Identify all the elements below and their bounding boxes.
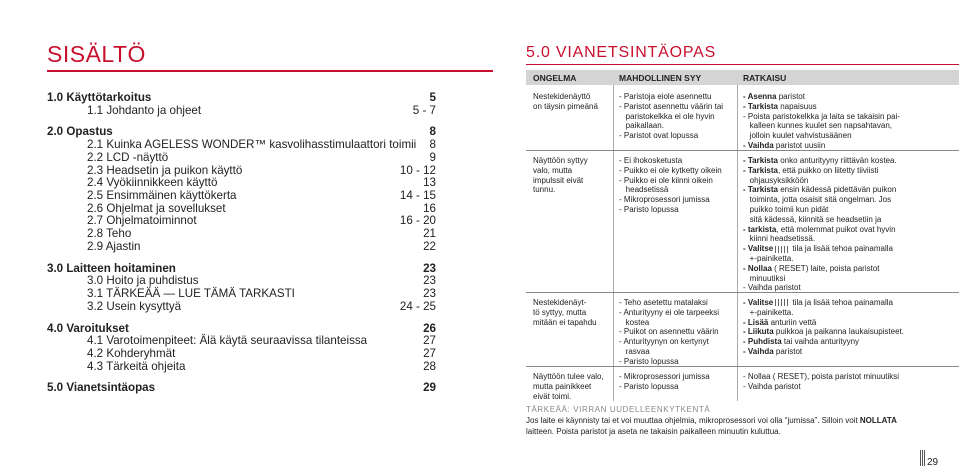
- toc-entry-page: 13: [423, 176, 436, 190]
- problem-cell: Nestekidenäyt- tö syttyy, mutta mitään ei tapahdu: [533, 298, 597, 327]
- cause-cell: - Ei ihokosketusta - Puikko ei ole kytketty oikein - Puikko ei ole kiinni oikein headsetissä - Mikroprosessori jumissa - Paristo lopussa: [619, 156, 722, 214]
- column-divider: [737, 85, 738, 401]
- solution-line: [743, 283, 959, 293]
- toc-entry-label: 2.0 Opastus: [47, 125, 113, 139]
- toc-entry-page: 23: [423, 287, 436, 301]
- solution-line: [743, 372, 959, 382]
- solution-cell: [743, 298, 959, 357]
- page-number: 29: [927, 457, 939, 468]
- solution-text: tai vaihda anturityyny: [781, 337, 860, 347]
- solution-line: [743, 185, 959, 224]
- toc-entry-page: 27: [423, 334, 436, 348]
- cause-cell: - Teho asetettu matalaksi - Anturityyny ei ole tarpeeksi kostea - Puikot on asennettu väärin - Anturityynyn on kertynyt rasvaa - Paristo lopussa: [619, 298, 720, 366]
- column-header-problem: ONGELMA: [533, 73, 577, 83]
- toc-entry: [47, 139, 436, 152]
- solution-text: tila ja lisää tehoa painamalla +-painiketta.: [749, 298, 893, 317]
- solution-line: [743, 264, 959, 284]
- toc-entry-page: 10 - 12: [399, 163, 436, 177]
- toc-entry-label: 2.2 LCD -näyttö: [87, 150, 169, 164]
- solution-text: tila ja lisää tehoa painamalla +-painiketta.: [749, 244, 893, 263]
- solution-action: - tarkista: [743, 224, 777, 234]
- solution-text: - Poista paristokelkka ja laita se takaisin pai- kalleen kunnes kuulet sen napsahtavan, jolloin kuulet vahvistusäänen: [743, 111, 900, 141]
- solution-action: - Valitse: [743, 298, 774, 307]
- solution-line: [743, 102, 959, 112]
- toc-entry-label: 1.1 Johdanto ja ohjeet: [87, 103, 202, 117]
- solution-line: [743, 112, 959, 141]
- toc-entry-label: 4.2 Kohderyhmät: [87, 346, 176, 360]
- toc-entry-page: 28: [423, 359, 436, 373]
- solution-action: - Puhdista: [743, 337, 782, 347]
- toc-entry-page: 26: [423, 321, 436, 335]
- solution-action: - Tarkista: [743, 156, 778, 165]
- solution-text: , että puikko on liitetty tiiviisti ohjausyksikköön: [749, 165, 879, 185]
- toc-entry-label: 3.1 TÄRKEÄÄ — LUE TÄMÄ TARKASTI: [87, 287, 295, 301]
- solution-text: ensin kädessä pidettävän puikon toiminta, jotta osaisit sitä ongelman. Jos puikko toimii kun pidät sitä kädessä, kiinnitä se headsetiin ja: [749, 185, 897, 224]
- toc-entry-page: 8: [429, 125, 436, 139]
- mode-icon: [775, 299, 788, 306]
- solution-action: - Valitse: [743, 244, 774, 254]
- toc-entry-label: 5.0 Vianetsintäopas: [47, 381, 156, 395]
- section-divider: [526, 64, 959, 65]
- solution-line: [743, 327, 959, 337]
- toc-entry-label: 2.3 Headsetin ja puikon käyttö: [87, 163, 243, 177]
- solution-line: [743, 92, 959, 102]
- toc-entry-page: 23: [423, 274, 436, 288]
- problem-cell: Näyttöön syttyy valo, mutta impulssit eivät tunnu.: [533, 156, 588, 195]
- section-title: 5.0 VIANETSINTÄOPAS: [526, 44, 717, 61]
- toc-entry: [47, 301, 436, 314]
- toc-entry-page: 29: [423, 381, 436, 395]
- solution-line: [743, 141, 959, 151]
- solution-text: onko anturityyny riittävän kostea.: [777, 156, 897, 165]
- toc-entry-label: 4.3 Tärkeitä ohjeita: [87, 359, 186, 373]
- solution-text: paristot uusiin: [773, 140, 826, 150]
- solution-text: - Vaihda paristot: [743, 381, 801, 391]
- warning-emphasis: NOLLATA: [859, 416, 897, 425]
- solution-cell: [743, 92, 959, 151]
- toc-entry-label: 2.7 Ohjelmatoiminnot: [87, 214, 197, 228]
- toc-entry: [47, 190, 436, 203]
- solution-line: [743, 225, 959, 245]
- toc-entry-page: 27: [423, 346, 436, 360]
- solution-text: ( RESET) laite, poista paristot minuutiksi: [749, 263, 880, 283]
- table-header: [526, 70, 959, 85]
- toc-entry: [47, 288, 436, 301]
- toc-entry: [47, 228, 436, 241]
- mode-icon: [775, 246, 788, 253]
- toc-entry-label: 4.0 Varoitukset: [47, 321, 129, 335]
- toc-entry: [47, 361, 436, 374]
- toc-entry-label: 3.0 Laitteen hoitaminen: [47, 261, 176, 275]
- solution-action: - Nollaa: [743, 263, 772, 273]
- toc-entry-page: 5: [429, 91, 436, 104]
- problem-cell: Nestekidenäyttö on täysin pimeänä: [533, 92, 598, 111]
- solution-action: - Asenna: [743, 92, 777, 101]
- toc-entry-page: 23: [423, 261, 436, 275]
- solution-line: [743, 156, 959, 166]
- solution-action: - Liikuta: [743, 327, 774, 337]
- warning-text-part: laitteen. Poista paristot ja aseta ne takaisin paikalleen minuutin kuluttua.: [526, 426, 781, 436]
- table-of-contents: [47, 92, 436, 395]
- toc-entry-page: 24 - 25: [399, 299, 436, 313]
- toc-entry: [47, 152, 436, 165]
- solution-line: [743, 298, 959, 318]
- column-header-cause: MAHDOLLINEN SYY: [619, 73, 702, 83]
- solution-action: - Tarkista: [743, 165, 778, 175]
- solution-action: - Tarkista: [743, 185, 778, 195]
- toc-entry-label: 3.0 Hoito ja puhdistus: [87, 274, 199, 288]
- toc-entry-page: 8: [429, 138, 436, 152]
- toc-entry-page: 14 - 15: [399, 189, 436, 203]
- toc-entry-label: 2.8 Teho: [87, 227, 132, 241]
- toc-entry-page: 22: [423, 239, 436, 253]
- solution-action: - Vaihda: [743, 140, 774, 150]
- solution-text: paristot: [776, 92, 805, 101]
- cause-cell: - Paristoja eiole asennettu - Paristot asennettu väärin tai paristokelkka ei ole hyvin paikallaan. - Paristot ovat lopussa: [619, 92, 724, 141]
- toc-entry: [47, 348, 436, 361]
- column-divider: [613, 85, 614, 401]
- solution-cell: [743, 156, 959, 293]
- page-marker: [920, 450, 925, 466]
- toc-entry-label: 2.1 Kuinka AGELESS WONDER™ kasvolihasstimulaattori toimii: [87, 138, 417, 152]
- solution-text: - Nollaa ( RESET), poista paristot minuutiksi: [743, 372, 900, 381]
- solution-text: - Vaihda paristot: [743, 283, 801, 293]
- toc-entry-page: 9: [429, 150, 436, 164]
- solution-text: anturiin vettä: [768, 317, 817, 327]
- solution-cell: [743, 372, 959, 392]
- solution-text: paristot: [773, 346, 803, 356]
- title-divider: [47, 70, 493, 72]
- toc-entry-page: 16: [423, 201, 436, 215]
- cause-cell: - Mikroprosessori jumissa - Paristo lopussa: [619, 372, 710, 391]
- toc-entry-label: 1.0 Käyttötarkoitus: [47, 91, 152, 104]
- toc-entry-page: 21: [423, 227, 436, 241]
- toc-entry-label: 4.1 Varotoimenpiteet: Älä käytä seuraavissa tilanteissa: [87, 334, 368, 348]
- solution-line: [743, 244, 959, 264]
- solution-text: , että molemmat puikot ovat hyvin kiinni headsetissä.: [749, 224, 896, 244]
- row-divider: [526, 366, 959, 367]
- solution-text: puikkoa ja paikanna laukaisupisteet.: [773, 327, 904, 337]
- toc-entry-label: 2.5 Ensimmäinen käyttökerta: [87, 189, 237, 203]
- toc-entry: [47, 382, 436, 395]
- toc-entry: [47, 105, 436, 118]
- solution-action: - Lisää: [743, 317, 769, 327]
- warning-title: TÄRKEÄÄ: VIRRAN UUDELLEENKYTKENTÄ: [526, 405, 711, 414]
- solution-action: - Vaihda: [743, 346, 774, 356]
- solution-line: [743, 347, 959, 357]
- solution-text: napaisuus: [777, 101, 817, 111]
- toc-entry: [47, 241, 436, 254]
- warning-text: [526, 416, 956, 437]
- problem-cell: Näyttöön tulee valo, mutta painikkeet eivät toimi.: [533, 372, 604, 401]
- solution-line: [743, 337, 959, 347]
- toc-entry-label: 2.9 Ajastin: [87, 239, 141, 253]
- solution-line: [743, 318, 959, 328]
- toc-entry-label: 3.2 Usein kysyttyä: [87, 299, 182, 313]
- toc-entry-label: 2.4 Vyökiinnikkeen käyttö: [87, 176, 218, 190]
- warning-text-part: Jos laite ei käynnisty tai et voi muuttaa ohjelmia, mikroprosessori voi olla “jumissa”. Silloin voit: [526, 416, 860, 425]
- solution-line: [743, 382, 959, 392]
- toc-entry-page: 5 - 7: [412, 103, 436, 117]
- solution-action: - Tarkista: [743, 101, 778, 111]
- column-header-solution: RATKAISU: [743, 73, 787, 83]
- toc-entry: [47, 92, 436, 105]
- page-title: SISÄLTÖ: [47, 41, 146, 67]
- solution-line: [743, 166, 959, 186]
- toc-entry-page: 16 - 20: [399, 214, 436, 228]
- toc-entry-label: 2.6 Ohjelmat ja sovellukset: [87, 201, 226, 215]
